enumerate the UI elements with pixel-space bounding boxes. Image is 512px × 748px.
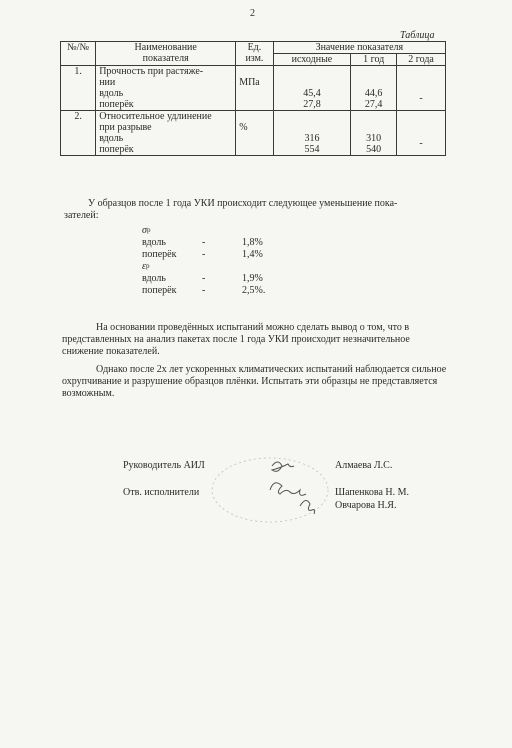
indicator-value: 2,5%. xyxy=(242,285,266,296)
table-caption: Таблица xyxy=(400,30,435,41)
paragraph-line: зателей: xyxy=(64,210,99,221)
row-initial-across: 27,8 xyxy=(303,99,321,110)
row-initial-along: 45,4 xyxy=(303,88,321,99)
header-unit-line1: Ед. xyxy=(247,42,262,53)
header-unit-line2: изм. xyxy=(245,53,264,64)
epsilon-symbol: ε xyxy=(142,261,146,272)
row-name xyxy=(96,111,236,156)
row-unit xyxy=(236,66,274,111)
row-year2 xyxy=(397,111,446,156)
row-year2 xyxy=(397,66,446,111)
indicator-eps-heading xyxy=(142,260,292,272)
row-name-line: вдоль xyxy=(99,88,124,99)
indicator-row xyxy=(142,248,292,260)
sigma-subscript: р xyxy=(146,226,151,234)
indicator-dash: - xyxy=(202,285,206,296)
indicator-row xyxy=(142,236,292,248)
header-unit xyxy=(236,42,274,66)
row-year1-along: 310 xyxy=(366,133,382,144)
stamp-and-signatures xyxy=(200,448,350,528)
paragraph-line: У образцов после 1 года УКИ происходит следующее уменьшение пока- xyxy=(88,198,398,209)
table-row xyxy=(61,66,446,111)
row-year1 xyxy=(351,66,397,111)
paragraph-conclusion: На основании проведённых испытаний можно сделать вывод о том, что в представленных на анализ пакетах после 1 года УКИ происходит незначительное снижение показателей. xyxy=(62,322,410,357)
row-initial-along: 316 xyxy=(304,133,320,144)
header-name-line1: Наименование xyxy=(134,42,197,53)
header-year2: 2 года xyxy=(397,54,446,66)
header-name xyxy=(96,42,236,66)
epsilon-subscript: р xyxy=(145,262,150,270)
row-name-line: вдоль xyxy=(99,133,124,144)
row-initial-across: 554 xyxy=(304,144,320,155)
signature-exec-label: Отв. исполнители xyxy=(123,487,200,498)
indicator-value: 1,8% xyxy=(242,237,263,248)
indicator-label: поперёк xyxy=(142,285,177,296)
table-row xyxy=(61,111,446,156)
row-year1 xyxy=(351,111,397,156)
row-initial xyxy=(273,111,351,156)
indicator-sigma-heading xyxy=(142,224,292,236)
indicator-label: вдоль xyxy=(142,237,166,248)
indicator-dash: - xyxy=(202,249,206,260)
signature-exec-name2: Овчарова Н.Я. xyxy=(335,500,397,511)
row-name-line: при разрыве xyxy=(99,122,152,133)
indicator-dash: - xyxy=(202,237,206,248)
row-name-line: нии xyxy=(99,77,116,88)
paragraph-decrease-intro xyxy=(64,198,448,222)
header-value-group: Значение показателя xyxy=(273,42,445,54)
row-name-line: поперёк xyxy=(99,99,134,110)
row-name-line: Прочность при растяже- xyxy=(99,66,204,77)
indicator-value: 1,9% xyxy=(242,273,263,284)
row-year2-value: - xyxy=(419,138,423,149)
signature-head-label: Руководитель АИЛ xyxy=(123,460,205,471)
sigma-symbol: σ xyxy=(142,225,147,236)
indicator-list xyxy=(142,224,292,296)
row-name xyxy=(96,66,236,111)
table-header-row xyxy=(61,42,446,54)
row-year1-across: 540 xyxy=(366,144,382,155)
results-table xyxy=(60,41,446,156)
row-unit-value: МПа xyxy=(239,77,260,88)
signature-exec-name1: Шапенкова Н. М. xyxy=(335,487,410,498)
page-number: 2 xyxy=(250,8,255,19)
row-unit-value: % xyxy=(239,122,248,133)
header-year1: 1 год xyxy=(351,54,397,66)
row-initial xyxy=(273,66,351,111)
indicator-row xyxy=(142,284,292,296)
row-name-line: Относительное удлинение xyxy=(99,111,212,122)
indicator-label: вдоль xyxy=(142,273,166,284)
row-num: 2. xyxy=(61,111,96,156)
paragraph-two-years: Однако после 2х лет ускоренных климатических испытаний наблюдается сильное охрупчивание и разрушение образцов плёнки. Испытать эти образцы не представляется возможным. xyxy=(62,364,447,399)
row-year1-along: 44,6 xyxy=(364,88,383,99)
indicator-dash: - xyxy=(202,273,206,284)
row-name-line: поперёк xyxy=(99,144,134,155)
indicator-value: 1,4% xyxy=(242,249,263,260)
row-year2-value: - xyxy=(419,93,423,104)
indicator-label: поперёк xyxy=(142,249,177,260)
header-initial: исходные xyxy=(273,54,351,66)
indicator-row xyxy=(142,272,292,284)
row-unit xyxy=(236,111,274,156)
signature-head-name: Алмаева Л.С. xyxy=(335,460,393,471)
header-num: №/№ xyxy=(61,42,96,66)
row-num: 1. xyxy=(61,66,96,111)
header-name-line2: показателя xyxy=(142,53,189,64)
row-year1-across: 27,4 xyxy=(364,99,383,110)
